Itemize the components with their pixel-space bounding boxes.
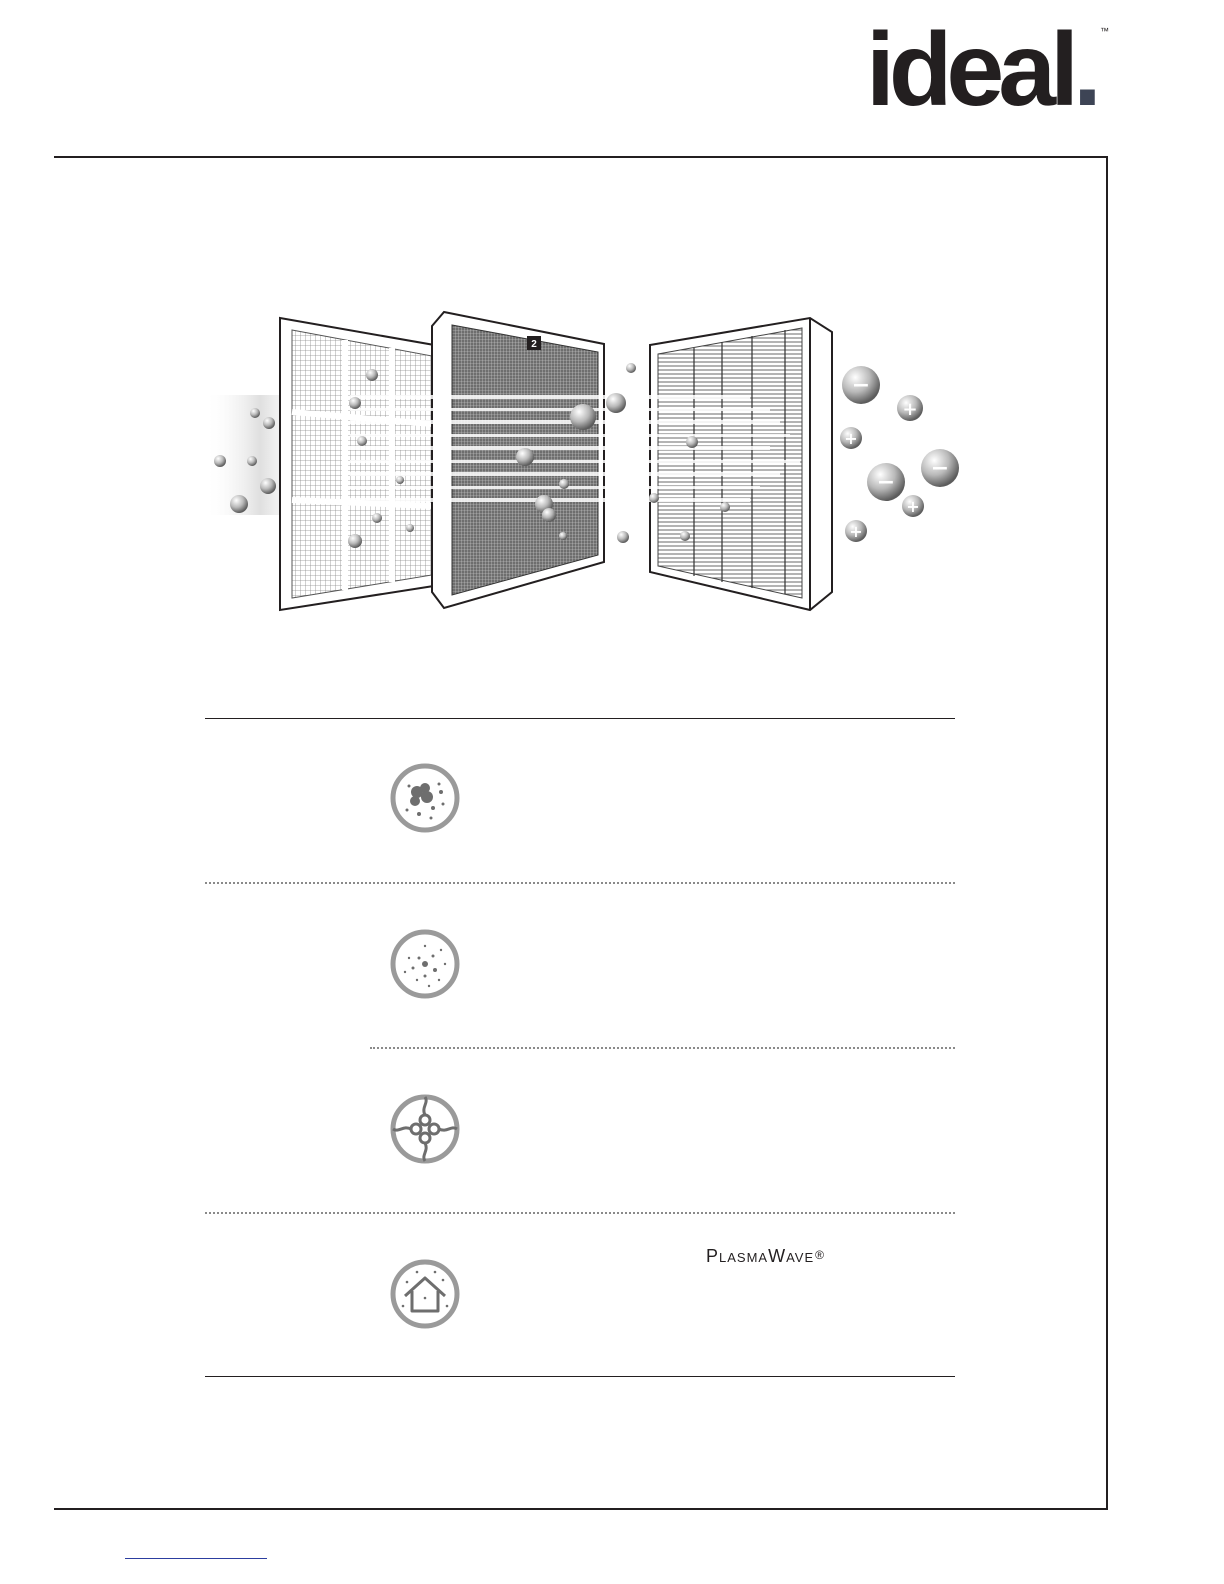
trademark-mark: ™ [1100,26,1109,36]
svg-text:−: − [851,373,871,398]
true-hepa-filter-panel [650,318,832,610]
logo-text: ideal [866,12,1073,128]
registered-mark: ® [815,1248,825,1262]
svg-text:+: + [844,429,858,448]
home-air-icon [389,1258,461,1330]
logo-dot: . [1073,12,1096,128]
feature-table-bottom-rule [205,1376,955,1377]
svg-text:+: + [849,522,863,541]
svg-text:+: + [906,497,920,516]
positive-ion [840,427,862,449]
large-particle-icon [389,762,461,834]
svg-text:−: − [876,470,896,495]
positive-ion [902,495,924,517]
ideal-logo [866,12,1116,128]
negative-ion [921,449,959,487]
feature-row-divider [370,1047,955,1049]
pre-filter-panel [280,318,440,610]
positive-ion [897,395,923,421]
svg-text:+: + [902,399,918,420]
negative-ion [867,463,905,501]
positive-ion [845,520,867,542]
plasmawave-brand [706,1246,825,1267]
footer-link[interactable] [125,1558,267,1559]
feature-row-divider [205,1212,955,1214]
plasmawave-text: PlasmaWave [706,1246,815,1266]
negative-ion [842,366,880,404]
filter-stage-label: 2 [531,339,537,350]
odor-molecule-icon [389,1093,461,1165]
frame-right-rule [1106,156,1108,1510]
svg-text:−: − [930,456,950,481]
frame-top-rule [54,156,1108,158]
feature-table-top-rule [205,718,955,719]
feature-row-divider [205,882,955,884]
ions [840,366,959,542]
filter-stages-illustration [200,300,980,630]
fine-particle-icon [389,928,461,1000]
frame-bottom-rule [54,1508,1108,1510]
